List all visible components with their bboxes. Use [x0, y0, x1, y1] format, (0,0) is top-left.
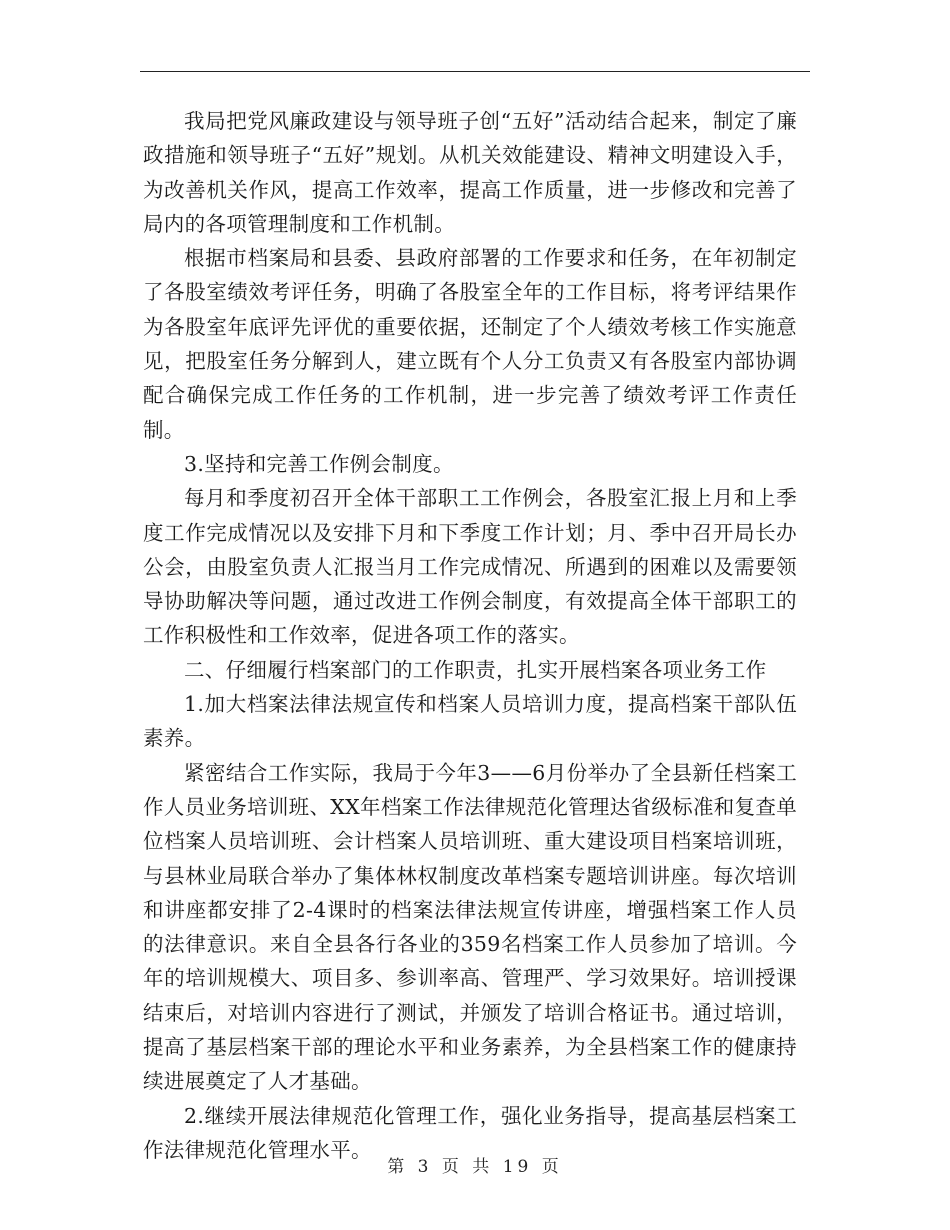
section-heading: 二、仔细履行档案部门的工作职责，扎实开展档案各项业务工作 — [184, 657, 767, 682]
paragraph: 1.加大档案法律法规宣传和档案人员培训力度，提高档案干部队伍素养。 — [143, 692, 797, 751]
paragraph: 根据市档案局和县委、县政府部署的工作要求和任务，在年初制定了各股室绩效考评任务，明确了各股室全年的工作目标，将考评结果作为各股室年底评先评优的重要依据，还制定了个人绩效考核工作实施意见，把股室任务分解到人，建立既有个人分工负责又有各股室内部协调配合确保完成工作任务的工作机制，进一步完善了绩效考评工作责任制。 — [143, 246, 797, 442]
paragraph: 我局把党风廉政建设与领导班子创“五好”活动结合起来，制定了廉政措施和领导班子“五好”规划。从机关效能建设、精神文明建设入手，为改善机关作风，提高工作效率，提高工作质量，进一步修改和完善了局内的各项管理制度和工作机制。 — [143, 109, 797, 236]
document-body — [143, 104, 797, 1167]
paragraph: 紧密结合工作实际，我局于今年3——6月份举办了全县新任档案工作人员业务培训班、XX年档案工作法律规范化管理达省级标准和复查单位档案人员培训班、会计档案人员培训班、重大建设项目档案培训班，与县林业局联合举办了集体林权制度改革档案专题培训讲座。每次培训和讲座都安排了2-4课时的档案法律法规宣传讲座，增强档案工作人员的法律意识。来自全县各行各业的359名档案工作人员参加了培训。今年的培训规模大、项目多、参训率高、管理严、学习效果好。培训授课结束后，对培训内容进行了测试，并颁发了培训合格证书。通过培训，提高了基层档案干部的理论水平和业务素养，为全县档案工作的健康持续进展奠定了人才基础。 — [143, 760, 797, 1094]
paragraph: 每月和季度初召开全体干部职工工作例会，各股室汇报上月和上季度工作完成情况以及安排下月和下季度工作计划；月、季中召开局长办公会，由股室负责人汇报当月工作完成情况、所遇到的困难以及需要领导协助解决等问题，通过改进工作例会制度，有效提高全体干部职工的工作积极性和工作效率，促进各项工作的落实。 — [143, 486, 797, 648]
header-rule — [140, 71, 810, 72]
page-footer: 第 3 页 共 19 页 — [387, 1157, 563, 1177]
paragraph: 2.继续开展法律规范化管理工作，强化业务指导，提高基层档案工作法律规范化管理水平。 — [143, 1103, 797, 1162]
paragraph: 3.坚持和完善工作例会制度。 — [184, 451, 454, 476]
